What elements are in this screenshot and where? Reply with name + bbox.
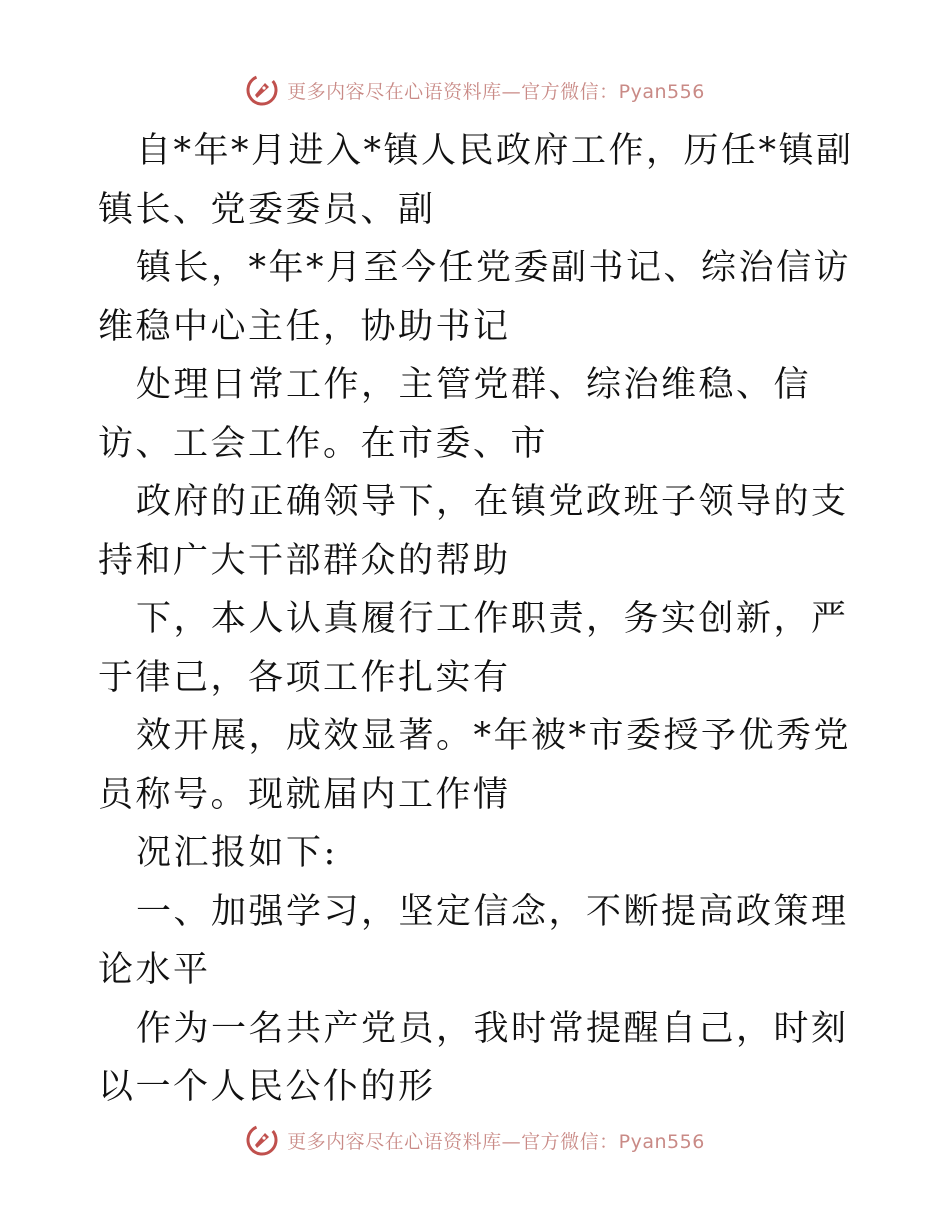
paragraph: 处理日常工作，主管党群、综治维稳、信访、工会工作。在市委、市 (98, 365, 812, 464)
watermark-footer (0, 1120, 950, 1160)
watermark-text: 更多内容尽在心语资料库—官方微信： (287, 80, 619, 103)
paragraph: 镇长，*年*月至今任党委副书记、综治信访维稳中心主任，协助书记 (98, 248, 852, 347)
watermark-wechat-id: Pyan556 (618, 1130, 705, 1153)
paragraph: 自*年*月进入*镇人民政府工作，历任*镇副镇长、党委委员、副 (98, 131, 854, 230)
watermark-text: 更多内容尽在心语资料库—官方微信： (287, 1130, 619, 1153)
paragraph: 政府的正确领导下，在镇党政班子领导的支持和广大干部群众的帮助 (98, 482, 849, 581)
document-body (98, 122, 858, 1117)
watermark-wechat-id: Pyan556 (618, 80, 705, 103)
section-heading: 一、加强学习，坚定信念，不断提高政策理论水平 (98, 891, 849, 990)
watermark-header (0, 70, 950, 110)
paragraph: 况汇报如下: (136, 833, 338, 873)
paragraph: 作为一名共产党员，我时常提醒自己，时刻以一个人民公仆的形 (98, 1008, 849, 1107)
pen-nib-circle-icon (245, 1123, 279, 1157)
pen-nib-circle-icon (245, 73, 279, 107)
paragraph: 下，本人认真履行工作职责，务实创新，严于律己，各项工作扎实有 (98, 599, 849, 698)
paragraph: 效开展，成效显著。*年被*市委授予优秀党员称号。现就届内工作情 (98, 716, 852, 815)
